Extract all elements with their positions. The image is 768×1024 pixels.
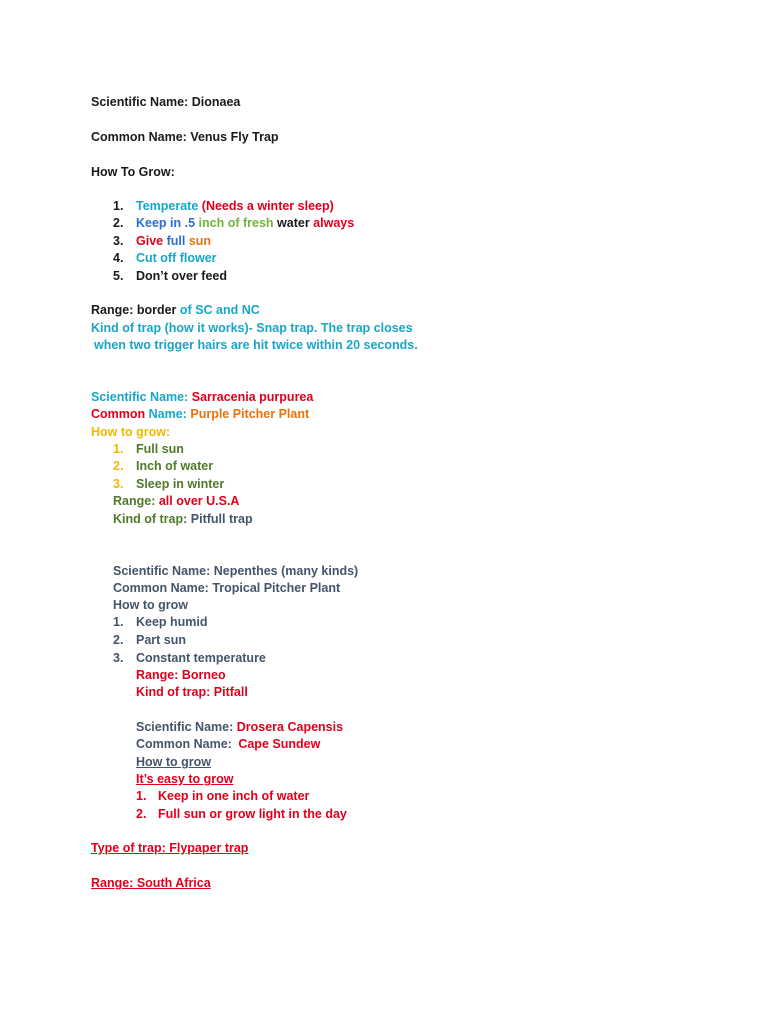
list-item: Keep in one inch of water xyxy=(158,789,310,803)
list-number: 1. xyxy=(136,789,147,803)
sarracenia-trap: Kind of trap: Pitfull trap xyxy=(113,512,253,526)
list-number: 1. xyxy=(113,199,124,213)
dionaea-range: Range: border of SC and NC xyxy=(91,303,260,317)
drosera-scientific-name: Scientific Name: Drosera Capensis xyxy=(136,720,344,734)
nepenthes-scientific-name: Scientific Name: Nepenthes (many kinds) xyxy=(113,564,359,578)
sarracenia-how-to-grow-heading: How to grow: xyxy=(91,425,171,439)
sarracenia-common-name: Common Name: Purple Pitcher Plant xyxy=(91,407,310,421)
list-item: Full sun or grow light in the day xyxy=(158,807,347,821)
dionaea-trap-description: Kind of trap (how it works)- Snap trap. The trap closes xyxy=(91,321,413,335)
sarracenia-range: Range: all over U.S.A xyxy=(113,494,240,508)
list-item: Give full sun xyxy=(136,234,212,248)
drosera-range: Range: South Africa xyxy=(91,876,211,890)
dionaea-scientific-name: Scientific Name: Dionaea xyxy=(91,95,241,109)
nepenthes-range: Range: Borneo xyxy=(136,668,226,682)
dionaea-trap-description-continued: when two trigger hairs are hit twice within 20 seconds. xyxy=(94,338,418,352)
list-number: 1. xyxy=(113,442,124,456)
list-item: Don’t over feed xyxy=(136,269,227,283)
list-item: Cut off flower xyxy=(136,251,217,265)
list-number: 3. xyxy=(113,234,124,248)
list-item: Constant temperature xyxy=(136,651,266,665)
nepenthes-common-name: Common Name: Tropical Pitcher Plant xyxy=(113,581,341,595)
list-number: 2. xyxy=(136,807,147,821)
drosera-common-name: Common Name: Cape Sundew xyxy=(136,737,321,751)
list-item: Keep in .5 inch of fresh water always xyxy=(136,216,355,230)
list-number: 5. xyxy=(113,269,124,283)
drosera-how-to-grow-heading: How to grow xyxy=(136,755,211,769)
list-number: 4. xyxy=(113,251,124,265)
nepenthes-trap: Kind of trap: Pitfall xyxy=(136,685,248,699)
sarracenia-scientific-name: Scientific Name: Sarracenia purpurea xyxy=(91,390,314,404)
list-number: 2. xyxy=(113,459,124,473)
dionaea-how-to-grow-heading: How To Grow: xyxy=(91,165,175,179)
list-number: 2. xyxy=(113,633,124,647)
list-number: 3. xyxy=(113,651,124,665)
list-item: Keep humid xyxy=(136,615,208,629)
list-number: 2. xyxy=(113,216,124,230)
list-item: Temperate (Needs a winter sleep) xyxy=(136,199,334,213)
list-item: Full sun xyxy=(136,442,184,456)
drosera-trap: Type of trap: Flypaper trap xyxy=(91,841,249,855)
list-item: Sleep in winter xyxy=(136,477,225,491)
dionaea-common-name: Common Name: Venus Fly Trap xyxy=(91,130,279,144)
list-number: 1. xyxy=(113,615,124,629)
list-number: 3. xyxy=(113,477,124,491)
list-item: Part sun xyxy=(136,633,187,647)
nepenthes-how-to-grow-heading: How to grow xyxy=(113,598,188,612)
list-item: Inch of water xyxy=(136,459,214,473)
drosera-easy-note: It’s easy to grow xyxy=(136,772,234,786)
